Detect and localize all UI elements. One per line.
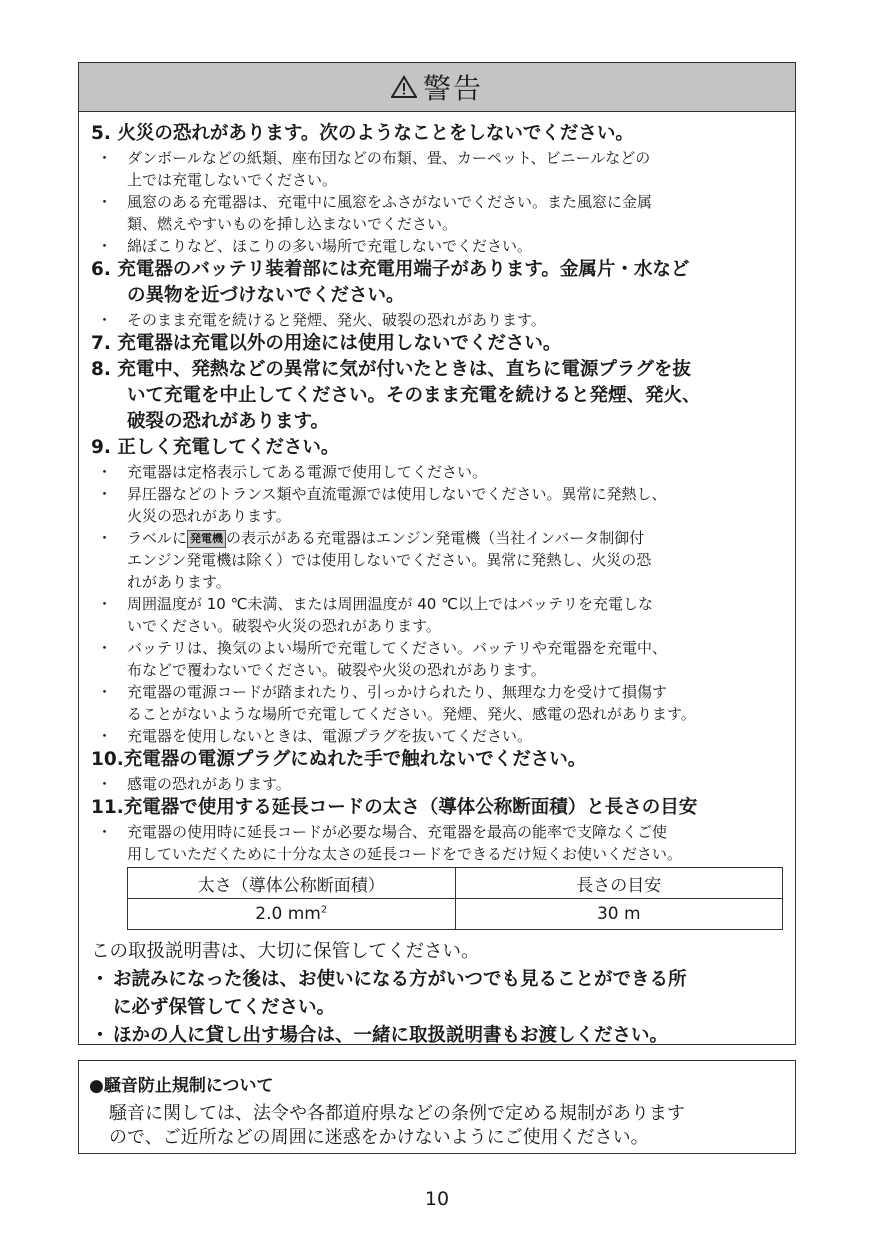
warning-bullet-cont (127, 659, 546, 680)
warning-bullet-cont (127, 615, 441, 636)
bullet-text: そのまま充電を続けると発煙、発火、破裂の恐れがあります。 (127, 311, 546, 329)
warning-bullet-item (97, 725, 533, 746)
extension-cord-table (127, 867, 783, 930)
bullet-text-cont: いでください。破裂や火災の恐れがあります。 (127, 617, 441, 635)
table-header-cell: 長さの目安 (455, 868, 782, 899)
bullet-mark: ・ (97, 639, 113, 657)
bullet-mark: ・ (97, 529, 113, 547)
warning-heading-cont: の異物を近づけないでください。 (127, 285, 405, 306)
unit-superscript: 2 (320, 904, 328, 916)
warning-bullet-cont (127, 169, 337, 190)
bullet-text: 綿ぼこりなど、ほこりの多い場所で充電しないでください。 (127, 237, 533, 255)
table-cell (128, 899, 456, 930)
noise-regulation-box (78, 1060, 796, 1154)
bullet-text-cont: 用していただくために十分な太さの延長コードをできるだけ短くお使いください。 (127, 845, 683, 863)
bullet-text: 周囲温度が 10 ℃未満、または周囲温度が 40 ℃以上ではバッテリを充電しな (127, 595, 653, 613)
warning-bullet-cont (127, 843, 682, 864)
warning-bullet-cont (127, 571, 231, 592)
warning-bullet-cont (127, 703, 696, 724)
page-number: 10 (424, 1188, 450, 1210)
warning-triangle-icon (391, 75, 417, 99)
warning-heading-cont: いて充電を中止してください。そのまま充電を続けると発煙、発火、 (127, 385, 701, 406)
warning-heading: 10.充電器の電源プラグにぬれた手で触れないでください。 (91, 749, 587, 770)
storage-notice-cont (113, 993, 335, 1019)
bullet-text: ダンボールなどの紙類、座布団などの布類、畳、カーペット、ビニールなどの (127, 149, 651, 167)
warning-heading: 6. 充電器のバッテリ装着部には充電用端子があります。金属片・水など (91, 259, 690, 280)
bullet-text-cont: ることがないような場所で充電してください。発煙、発火、感電の恐れがあります。 (127, 705, 696, 723)
warning-heading: 5. 火災の恐れがあります。次のようなことをしないでください。 (91, 123, 634, 144)
table-cell-value: 30 m (596, 904, 641, 924)
bullet-mark: ・ (97, 775, 113, 793)
bullet-mark: ・ (97, 463, 113, 481)
warning-heading: 11.充電器で使用する延長コードの太さ（導体公称断面積）と長さの目安 (91, 797, 698, 818)
warning-bullet-item (97, 309, 546, 330)
bullet-mark: ・ (97, 683, 113, 701)
warning-title: 警告 (422, 72, 483, 105)
bullet-text: 昇圧器などのトランス類や直流電源では使用しないでください。異常に発熱し、 (127, 485, 667, 503)
storage-notice-title: この取扱説明書は、大切に保管してください。 (91, 941, 480, 962)
warning-header (79, 63, 795, 112)
warning-bullet-item (97, 235, 533, 256)
bullet-text: 風窓のある充電器は、充電中に風窓をふさがないでください。また風窓に金属 (127, 193, 653, 211)
bullet-text: バッテリは、換気のよい場所で充電してください。バッテリや充電器を充電中、 (127, 639, 668, 657)
warning-bullet-item (97, 637, 668, 658)
warning-bullet-item (97, 483, 667, 504)
warning-heading: 9. 正しく充電してください。 (91, 437, 340, 458)
storage-notice-text: お読みになった後は、お使いになる方がいつでも見ることができる所 (113, 969, 687, 990)
warning-bullet-item (97, 773, 291, 794)
bullet-text-pre: ラベルに (127, 529, 188, 547)
bullet-mark: ・ (91, 1025, 109, 1046)
bullet-text: 感電の恐れがあります。 (127, 775, 291, 793)
warning-bullet-cont (127, 549, 651, 570)
noise-line-2: ので、ご近所などの周囲に迷惑をかけないようにご使用ください。 (109, 1127, 649, 1148)
bullet-mark: ・ (97, 823, 113, 841)
warning-bullet-item (97, 191, 653, 212)
noise-line-1: 騒音に関しては、法令や各都道府県などの条例で定める規制があります (109, 1103, 685, 1124)
warning-heading: 8. 充電中、発熱などの異常に気が付いたときは、直ちに電源プラグを抜 (91, 359, 691, 380)
bullet-mark: ・ (97, 311, 113, 329)
bullet-text-cont: 火災の恐れがあります。 (127, 507, 291, 525)
warning-bullet-item (97, 821, 668, 842)
bullet-text-cont: れがあります。 (127, 573, 231, 591)
bullet-mark: ・ (97, 595, 113, 613)
table-row (128, 899, 783, 930)
bullet-mark: ・ (97, 237, 113, 255)
noise-title: ●騒音防止規制について (89, 1076, 274, 1096)
storage-notice-bullet (91, 1021, 669, 1047)
table-cell (455, 899, 782, 930)
bullet-text-post: の表示がある充電器はエンジン発電機（当社インバータ制御付 (226, 529, 645, 547)
storage-notice-text: に必ず保管してください。 (113, 997, 336, 1018)
bullet-text-cont: 上では充電しないでください。 (127, 171, 338, 189)
bullet-text-cont: エンジン発電機は除く）では使用しないでください。異常に発熱し、火災の恐 (127, 551, 652, 569)
bullet-text: 充電器を使用しないときは、電源プラグを抜いてください。 (127, 727, 533, 745)
bullet-mark: ・ (97, 485, 113, 503)
storage-notice-text: ほかの人に貸し出す場合は、一緒に取扱説明書もお渡しください。 (113, 1025, 669, 1046)
warning-heading: 7. 充電器は充電以外の用途には使用しないでください。 (91, 333, 562, 354)
bullet-mark: ・ (97, 193, 113, 211)
warning-heading-cont: 破裂の恐れがあります。 (127, 411, 330, 432)
generator-label-tag: 発電機 (187, 530, 226, 548)
warning-bullet-cont (127, 505, 291, 526)
warning-bullet-cont (127, 213, 457, 234)
bullet-text: 充電器は定格表示してある電源で使用してください。 (127, 463, 488, 481)
warning-box (78, 62, 796, 1045)
bullet-mark: ・ (97, 149, 113, 167)
bullet-text: 充電器の使用時に延長コードが必要な場合、充電器を最高の能率で支障なくご使 (127, 823, 668, 841)
table-cell-value: 2.0 mm (255, 904, 321, 924)
warning-bullet-item (97, 147, 651, 168)
bullet-text-cont: 類、燃えやすいものを挿し込まないでください。 (127, 215, 458, 233)
warning-bullet-item (97, 593, 653, 614)
warning-bullet-item (97, 461, 488, 482)
bullet-text-cont: 布などで覆わないでください。破裂や火災の恐れがあります。 (127, 661, 546, 679)
bullet-mark: ・ (91, 969, 109, 990)
table-header-row (128, 868, 783, 899)
warning-bullet-item (97, 681, 668, 702)
table-header-cell: 太さ（導体公称断面積） (128, 868, 456, 899)
warning-bullet-item (97, 527, 645, 548)
storage-notice-bullet (91, 965, 687, 991)
bullet-text: 充電器の電源コードが踏まれたり、引っかけられたり、無理な力を受けて損傷す (127, 683, 668, 701)
bullet-mark: ・ (97, 727, 113, 745)
